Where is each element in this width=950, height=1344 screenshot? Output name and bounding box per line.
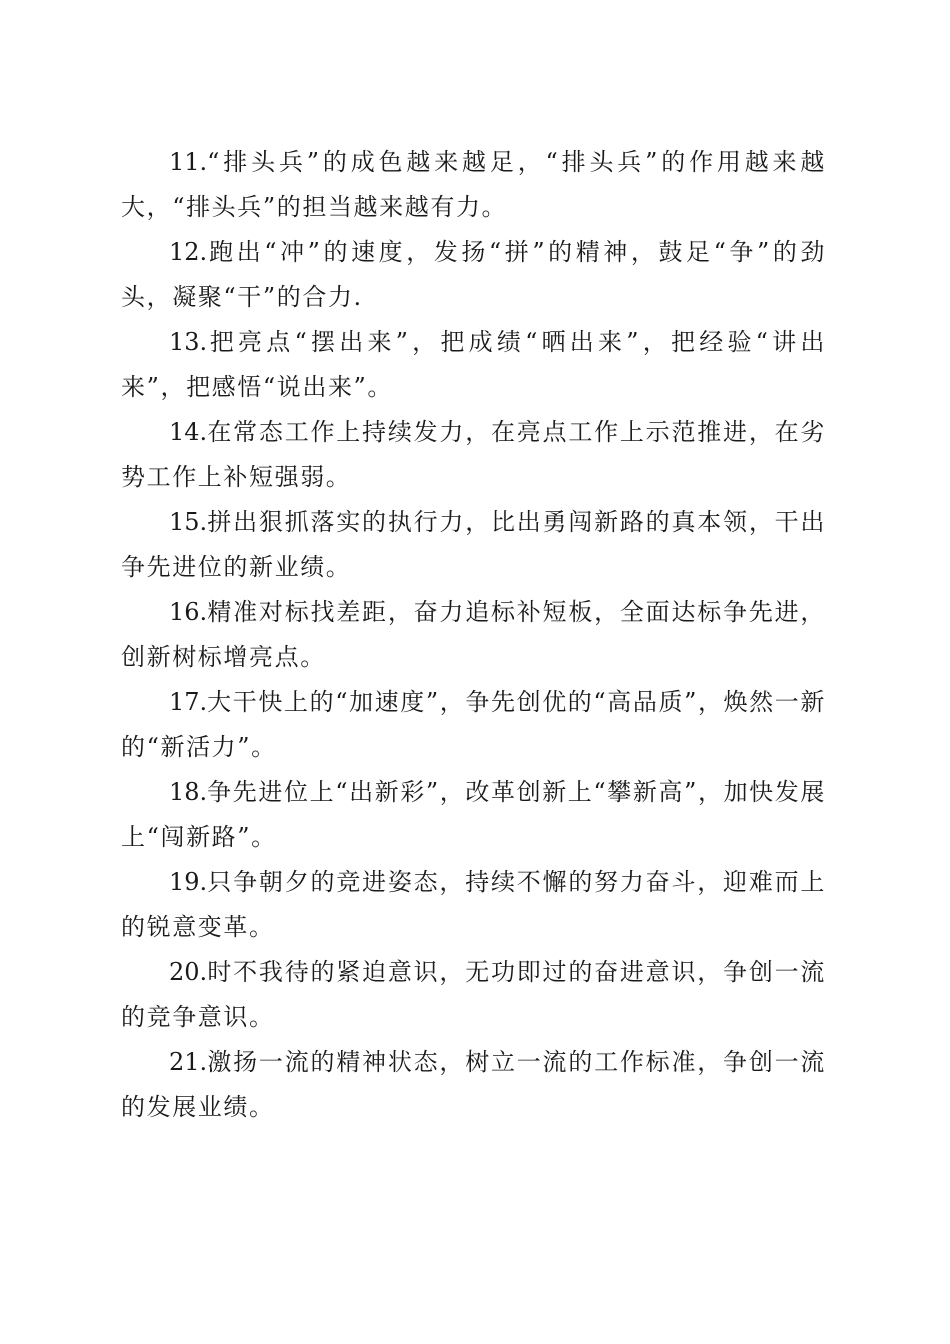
item-text: 争先进位上“出新彩”，改革创新上“攀新高”，加快发展上“闯新路”。 bbox=[121, 778, 826, 851]
item-number: 18. bbox=[169, 778, 208, 806]
item-text: 拼出狠抓落实的执行力，比出勇闯新路的真本领，干出争先进位的新业绩。 bbox=[121, 508, 826, 581]
list-item bbox=[121, 590, 826, 680]
list-item bbox=[121, 950, 826, 1040]
list-item bbox=[121, 320, 826, 410]
item-text: 大干快上的“加速度”，争先创优的“高品质”，焕然一新的“新活力”。 bbox=[121, 688, 826, 761]
item-number: 16. bbox=[169, 598, 208, 626]
item-number: 17. bbox=[169, 688, 208, 716]
item-text: 激扬一流的精神状态，树立一流的工作标准，争创一流的发展业绩。 bbox=[121, 1048, 826, 1121]
item-number: 11. bbox=[169, 148, 208, 176]
list-item bbox=[121, 770, 826, 860]
item-text: 只争朝夕的竞进姿态，持续不懈的努力奋斗，迎难而上的锐意变革。 bbox=[121, 868, 826, 941]
item-number: 19. bbox=[169, 868, 208, 896]
item-text: 跑出“冲”的速度，发扬“拼”的精神，鼓足“争”的劲头，凝聚“干”的合力. bbox=[121, 238, 826, 311]
list-item bbox=[121, 680, 826, 770]
list-item bbox=[121, 500, 826, 590]
item-text: 在常态工作上持续发力，在亮点工作上示范推进，在劣势工作上补短强弱。 bbox=[121, 418, 826, 491]
list-item bbox=[121, 860, 826, 950]
list-item bbox=[121, 230, 826, 320]
item-number: 13. bbox=[169, 328, 208, 356]
list-item bbox=[121, 1040, 826, 1130]
list-item bbox=[121, 140, 826, 230]
item-number: 15. bbox=[169, 508, 208, 536]
item-text: “排头兵”的成色越来越足，“排头兵”的作用越来越大，“排头兵”的担当越来越有力。 bbox=[121, 148, 826, 221]
list-item bbox=[121, 410, 826, 500]
item-text: 精准对标找差距，奋力追标补短板，全面达标争先进，创新树标增亮点。 bbox=[121, 598, 826, 671]
item-number: 20. bbox=[169, 958, 208, 986]
item-text: 时不我待的紧迫意识，无功即过的奋进意识，争创一流的竞争意识。 bbox=[121, 958, 826, 1031]
item-text: 把亮点“摆出来”，把成绩“晒出来”，把经验“讲出来”，把感悟“说出来”。 bbox=[121, 328, 826, 401]
item-number: 14. bbox=[169, 418, 208, 446]
item-number: 21. bbox=[169, 1048, 208, 1076]
item-number: 12. bbox=[169, 238, 208, 266]
document-body bbox=[121, 140, 826, 1130]
